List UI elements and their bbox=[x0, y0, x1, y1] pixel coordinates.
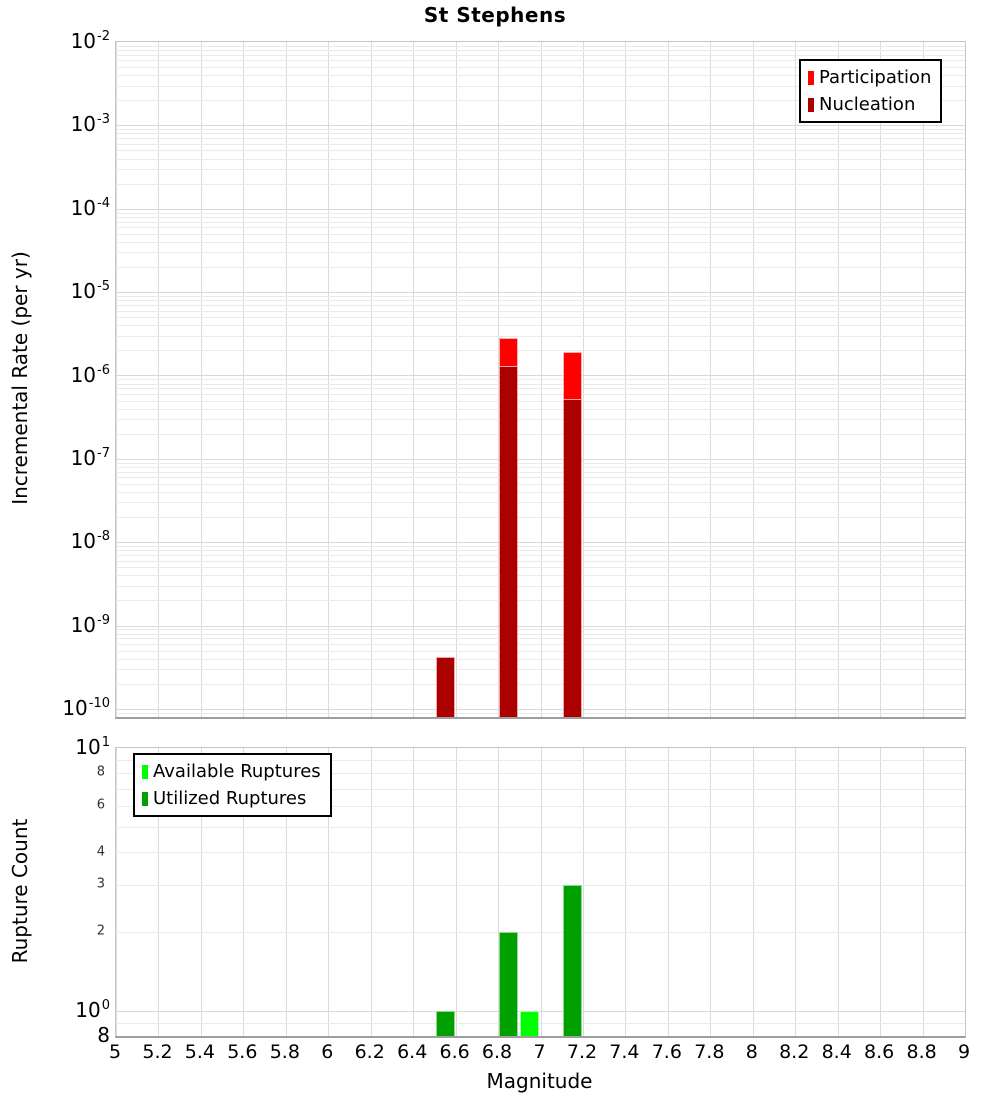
legend-item-participation bbox=[808, 64, 931, 91]
x-tick-label: 7.4 bbox=[609, 1041, 640, 1063]
minor-gridline bbox=[116, 419, 965, 420]
legend-label-available-ruptures: Available Ruptures bbox=[153, 761, 321, 782]
major-gridline bbox=[116, 459, 965, 460]
minor-gridline bbox=[116, 885, 965, 886]
vertical-gridline bbox=[456, 748, 457, 1036]
x-tick-label: 6.8 bbox=[481, 1041, 513, 1063]
x-tick-label: 6.6 bbox=[439, 1041, 470, 1063]
y-minor-tick-label: 4 bbox=[96, 844, 105, 859]
minor-gridline bbox=[116, 546, 965, 547]
minor-gridline bbox=[116, 484, 965, 485]
vertical-gridline bbox=[753, 748, 754, 1036]
major-gridline bbox=[116, 1011, 965, 1012]
major-gridline bbox=[116, 542, 965, 543]
x-tick-label: 7.6 bbox=[651, 1041, 682, 1063]
minor-gridline bbox=[116, 684, 965, 685]
x-tick-label: 9 bbox=[957, 1041, 971, 1063]
vertical-gridline bbox=[625, 748, 626, 1036]
minor-gridline bbox=[116, 184, 965, 185]
minor-gridline bbox=[116, 159, 965, 160]
major-gridline bbox=[116, 292, 965, 293]
x-tick-label: 8.4 bbox=[821, 1041, 852, 1063]
minor-gridline bbox=[116, 713, 965, 714]
bar-utilized-ruptures bbox=[499, 932, 518, 1037]
minor-gridline bbox=[116, 463, 965, 464]
minor-gridline bbox=[116, 384, 965, 385]
x-axis-label: Magnitude bbox=[486, 1069, 593, 1093]
bottom-y-axis-label: Rupture Count bbox=[8, 818, 32, 964]
x-tick-label: 8.6 bbox=[863, 1041, 895, 1063]
major-gridline bbox=[116, 209, 965, 210]
y-tick-label: $10^{-6}$ bbox=[70, 362, 110, 387]
x-tick-label: 7.8 bbox=[694, 1041, 725, 1063]
y-tick-label: $10^{-9}$ bbox=[70, 612, 110, 637]
y-tick-label: $10^{-5}$ bbox=[70, 279, 110, 304]
minor-gridline bbox=[116, 472, 965, 473]
x-tick-label: 7 bbox=[533, 1041, 546, 1063]
major-gridline bbox=[116, 626, 965, 627]
vertical-gridline bbox=[710, 748, 711, 1036]
x-tick-label: 6.4 bbox=[397, 1041, 428, 1063]
minor-gridline bbox=[116, 150, 965, 151]
y-minor-tick-label: 8 bbox=[96, 764, 105, 780]
minor-gridline bbox=[116, 659, 965, 660]
vertical-gridline bbox=[371, 748, 372, 1036]
top-plot-area bbox=[115, 41, 966, 719]
y-minor-tick-label: 2 bbox=[96, 923, 105, 938]
vertical-gridline bbox=[116, 748, 117, 1036]
minor-gridline bbox=[116, 336, 965, 337]
x-tick-label: 8.8 bbox=[906, 1041, 937, 1063]
vertical-gridline bbox=[795, 748, 796, 1036]
minor-gridline bbox=[116, 217, 965, 218]
bar-nucleation bbox=[563, 399, 582, 717]
top-y-axis-label: Incremental Rate (per yr) bbox=[8, 251, 32, 505]
bar-utilized-ruptures bbox=[436, 1011, 455, 1036]
x-tick-label: 6.2 bbox=[354, 1041, 385, 1063]
major-gridline bbox=[116, 125, 965, 126]
legend-item-utilized-ruptures bbox=[142, 785, 321, 812]
bar-available-ruptures bbox=[520, 1011, 539, 1036]
minor-gridline bbox=[116, 55, 965, 56]
minor-gridline bbox=[116, 575, 965, 576]
minor-gridline bbox=[116, 651, 965, 652]
y-tick-label: $10^{-10}$ bbox=[62, 695, 110, 720]
minor-gridline bbox=[116, 379, 965, 380]
minor-gridline bbox=[116, 669, 965, 670]
minor-gridline bbox=[116, 144, 965, 145]
minor-gridline bbox=[116, 586, 965, 587]
minor-gridline bbox=[116, 311, 965, 312]
legend-item-nucleation bbox=[808, 91, 931, 118]
vertical-gridline bbox=[880, 748, 881, 1036]
vertical-gridline bbox=[668, 748, 669, 1036]
minor-gridline bbox=[116, 252, 965, 253]
minor-gridline bbox=[116, 638, 965, 639]
y-tick-label: $10^{-3}$ bbox=[70, 112, 110, 137]
minor-gridline bbox=[116, 555, 965, 556]
minor-gridline bbox=[116, 629, 965, 630]
minor-gridline bbox=[116, 138, 965, 139]
minor-gridline bbox=[116, 600, 965, 601]
x-tick-label: 8.2 bbox=[779, 1041, 810, 1063]
minor-gridline bbox=[116, 242, 965, 243]
minor-gridline bbox=[116, 317, 965, 318]
minor-gridline bbox=[116, 350, 965, 351]
y-tick-label: $10^{-8}$ bbox=[70, 529, 110, 554]
minor-gridline bbox=[116, 234, 965, 235]
minor-gridline bbox=[116, 300, 965, 301]
minor-gridline bbox=[116, 827, 965, 828]
minor-gridline bbox=[116, 467, 965, 468]
y-tick-label: 8 bbox=[97, 1023, 110, 1047]
vertical-gridline bbox=[413, 748, 414, 1036]
minor-gridline bbox=[116, 227, 965, 228]
minor-gridline bbox=[116, 305, 965, 306]
legend-label-utilized-ruptures: Utilized Ruptures bbox=[153, 788, 307, 809]
bar-utilized-ruptures bbox=[563, 885, 582, 1036]
x-tick-label: 5.4 bbox=[184, 1041, 215, 1063]
legend-item-available-ruptures bbox=[142, 758, 321, 785]
x-tick-label: 8 bbox=[745, 1041, 758, 1063]
minor-gridline bbox=[116, 296, 965, 297]
minor-gridline bbox=[116, 550, 965, 551]
minor-gridline bbox=[116, 502, 965, 503]
minor-gridline bbox=[116, 50, 965, 51]
y-tick-label: $10^{-4}$ bbox=[70, 195, 110, 220]
minor-gridline bbox=[116, 222, 965, 223]
minor-gridline bbox=[116, 133, 965, 134]
minor-gridline bbox=[116, 46, 965, 47]
minor-gridline bbox=[116, 388, 965, 389]
top-legend bbox=[799, 59, 942, 123]
x-tick-label: 5.6 bbox=[227, 1041, 258, 1063]
minor-gridline bbox=[116, 932, 965, 933]
y-minor-tick-label: 3 bbox=[96, 876, 105, 892]
x-tick-label: 7.2 bbox=[566, 1041, 598, 1063]
y-tick-label: $10^1$ bbox=[75, 735, 110, 759]
minor-gridline bbox=[116, 517, 965, 518]
vertical-gridline bbox=[541, 748, 542, 1036]
bar-nucleation bbox=[499, 366, 518, 717]
x-tick-label: 6 bbox=[321, 1041, 334, 1063]
nucleation-marker-icon bbox=[808, 98, 814, 112]
x-tick-label: 5 bbox=[108, 1041, 122, 1063]
chart-title: St Stephens bbox=[423, 3, 567, 27]
bottom-legend bbox=[133, 753, 332, 817]
vertical-gridline bbox=[965, 748, 966, 1036]
minor-gridline bbox=[116, 644, 965, 645]
minor-gridline bbox=[116, 213, 965, 214]
minor-gridline bbox=[116, 492, 965, 493]
minor-gridline bbox=[116, 852, 965, 853]
vertical-gridline bbox=[838, 748, 839, 1036]
minor-gridline bbox=[116, 409, 965, 410]
legend-label-nucleation: Nucleation bbox=[819, 94, 916, 115]
minor-gridline bbox=[116, 1023, 965, 1024]
x-tick-label: 5.2 bbox=[142, 1041, 173, 1063]
y-tick-label: $10^0$ bbox=[75, 997, 110, 1022]
minor-gridline bbox=[116, 169, 965, 170]
minor-gridline bbox=[116, 129, 965, 130]
available-ruptures-marker-icon bbox=[142, 765, 148, 779]
y-tick-label: $10^{-2}$ bbox=[70, 29, 110, 53]
x-tick-label: 5.8 bbox=[269, 1041, 300, 1063]
y-tick-label: $10^{-7}$ bbox=[70, 445, 110, 470]
minor-gridline bbox=[116, 267, 965, 268]
minor-gridline bbox=[116, 477, 965, 478]
major-gridline bbox=[116, 709, 965, 710]
vertical-gridline bbox=[923, 748, 924, 1036]
minor-gridline bbox=[116, 394, 965, 395]
y-minor-tick-label: 6 bbox=[96, 797, 105, 813]
utilized-ruptures-marker-icon bbox=[142, 792, 148, 806]
participation-marker-icon bbox=[808, 71, 814, 85]
legend-label-participation: Participation bbox=[819, 67, 932, 88]
minor-gridline bbox=[116, 401, 965, 402]
minor-gridline bbox=[116, 561, 965, 562]
minor-gridline bbox=[116, 325, 965, 326]
vertical-gridline bbox=[583, 748, 584, 1036]
minor-gridline bbox=[116, 634, 965, 635]
major-gridline bbox=[116, 375, 965, 376]
bar-nucleation bbox=[436, 657, 455, 717]
minor-gridline bbox=[116, 434, 965, 435]
minor-gridline bbox=[116, 567, 965, 568]
vertical-gridline bbox=[965, 42, 966, 717]
